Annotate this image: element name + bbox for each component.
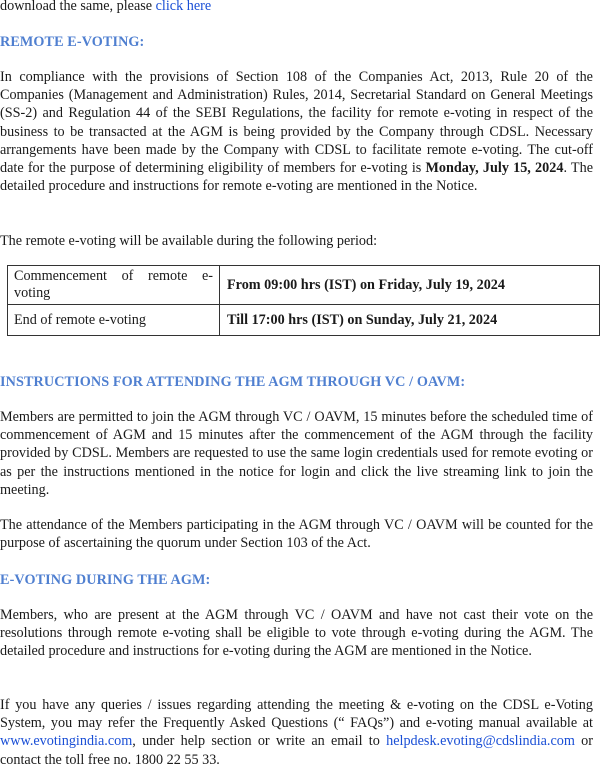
table-row: [8, 266, 600, 305]
intro-line: [0, 0, 596, 16]
remote-evoting-text-1: In compliance with the provisions of Section 108 of the Companies Act, 2013, Rule 20 of the Companies (Management and Administration) Rules, 2014, Secretarial Standard on General Meetings (SS-2) and Regulation 44 of the SEBI Regulations, the facility for remote e-voting in respect of the business to be transacted at the AGM is being provided by the Company through CDSL. Necessary arrangements have been made by the Company with CDSL to facilitate remote e-voting. The cut-off date for the purpose of determining eligibility of members for e-voting is: [0, 69, 593, 177]
voting-period-intro: The remote e-voting will be available during the following period:: [0, 233, 378, 249]
period-value: From 09:00 hrs (IST) on Friday, July 19, 2024: [220, 266, 600, 305]
queries-text-3: or contact the toll free no. 1800 22 55 33.: [0, 733, 593, 768]
evotingindia-link[interactable]: www.evotingindia.com: [0, 733, 133, 750]
period-label: Commencement of remote e-voting: [8, 266, 220, 305]
evoting-during-agm-heading: E-VOTING DURING THE AGM:: [0, 572, 211, 588]
remote-evoting-paragraph: [0, 68, 593, 195]
queries-text-1: If you have any queries / issues regarding attending the meeting & e-voting on the CDSL e-Voting System, you may refer the Frequently Asked Questions (“ FAQs”) and e-voting manual available at: [0, 697, 593, 732]
period-label: End of remote e-voting: [8, 305, 220, 336]
agm-instructions-paragraph-2: The attendance of the Members participating in the AGM through VC / OAVM will be counted for the purpose of ascertaining the quorum under Section 103 of the Act.: [0, 517, 593, 552]
queries-text-2: , under help section or write an email to: [132, 733, 387, 750]
cutoff-date: Monday, July 15, 2024: [425, 160, 564, 177]
period-value: Till 17:00 hrs (IST) on Sunday, July 21, 2024: [220, 305, 600, 336]
agm-instructions-paragraph-1: Members are permitted to join the AGM through VC / OAVM, 15 minutes before the scheduled time of commencement of AGM and 15 minutes after the commencement of the AGM through the facility provided by CDSL. Members are requested to use the same login credentials used for remote evoting or as per the instructions mentioned in the notice for login and click the live streaming link to join the meeting.: [0, 409, 593, 498]
intro-text: download the same, please: [0, 0, 156, 14]
remote-evoting-text-2: . The detailed procedure and instructions for remote e-voting are mentioned in the Notice.: [0, 160, 593, 195]
click-here-link[interactable]: click here: [155, 0, 212, 14]
remote-evoting-heading: REMOTE E-VOTING:: [0, 34, 145, 50]
voting-period-table: [7, 265, 600, 336]
helpdesk-email-link[interactable]: helpdesk.evoting@cdslindia.com: [386, 733, 575, 750]
agm-instructions-heading: INSTRUCTIONS FOR ATTENDING THE AGM THROUGH VC / OAVM:: [0, 374, 466, 390]
table-row: [8, 305, 600, 336]
evoting-during-agm-paragraph-1: Members, who are present at the AGM through VC / OAVM and have not cast their vote on the resolutions through remote e-voting shall be eligible to vote through e-voting during the AGM. The detailed procedure and instructions for e-voting during the AGM are mentioned in the Notice.: [0, 607, 593, 660]
evoting-during-agm-paragraph-2: [0, 696, 593, 769]
